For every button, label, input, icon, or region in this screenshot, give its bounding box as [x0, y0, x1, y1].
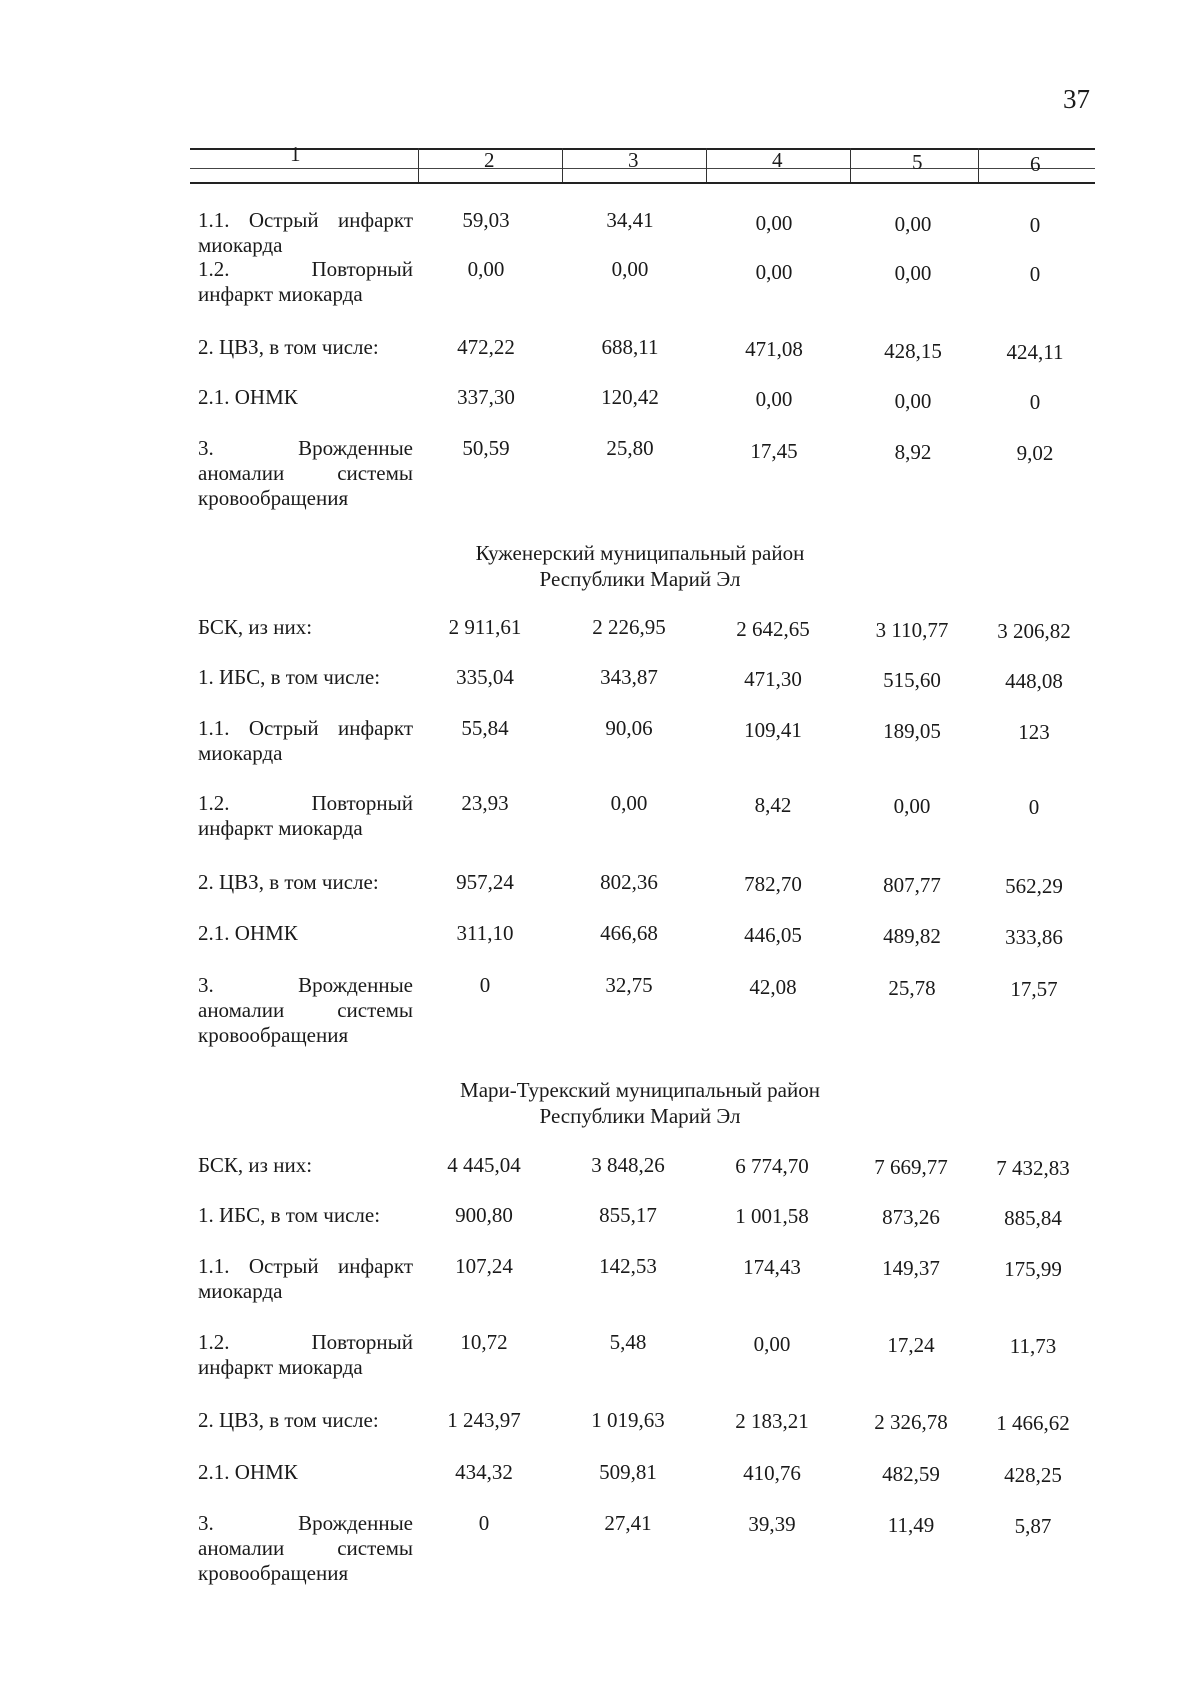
value-col-6: 448,08: [1005, 669, 1063, 693]
column-separator: [850, 148, 851, 182]
value-col-3: 855,17: [599, 1203, 657, 1227]
value-col-5: 489,82: [883, 924, 941, 948]
value-col-4: 6 774,70: [735, 1154, 809, 1178]
value-col-2: 107,24: [455, 1254, 513, 1278]
value-col-5: 428,15: [884, 339, 942, 363]
row-label: 1.2. Повторный инфаркт миокарда: [198, 257, 413, 306]
value-col-3: 0,00: [611, 257, 649, 281]
value-col-6: 11,73: [1009, 1334, 1057, 1358]
section-title: [380, 540, 900, 592]
column-separator: [418, 148, 419, 182]
value-col-6: 9,02: [1016, 441, 1054, 465]
value-col-6: 1 466,62: [996, 1411, 1070, 1435]
value-col-2: 472,22: [457, 335, 515, 359]
value-col-3: 90,06: [605, 716, 653, 740]
value-col-5: 8,92: [894, 440, 932, 464]
row-label: 3. Врожденные аномалии системы кровообращения: [198, 973, 413, 1047]
value-col-4: 471,30: [744, 667, 802, 691]
header-mid-rule: [190, 168, 1095, 169]
row-label: 3. Врожденные аномалии системы кровообращения: [198, 436, 413, 510]
value-col-2: 434,32: [455, 1460, 513, 1484]
value-col-4: 17,45: [750, 439, 798, 463]
row-label: 1.1. Острый инфаркт миокарда: [198, 1254, 413, 1303]
value-col-6: 123: [1018, 720, 1050, 744]
value-col-5: 7 669,77: [874, 1155, 948, 1179]
value-col-6: 333,86: [1005, 925, 1063, 949]
header-bottom-rule: [190, 182, 1095, 184]
row-label: БСК, из них:: [198, 615, 313, 639]
value-col-2: 2 911,61: [448, 615, 522, 639]
value-col-4: 109,41: [744, 718, 802, 742]
row-label: 1.2. Повторный инфаркт миокарда: [198, 1330, 413, 1379]
value-col-4: 8,42: [754, 793, 792, 817]
value-col-5: 482,59: [882, 1462, 940, 1486]
value-col-6: 428,25: [1004, 1463, 1062, 1487]
table-row: [198, 257, 1103, 317]
value-col-3: 0,00: [610, 791, 648, 815]
table-row: [198, 921, 1103, 981]
value-col-3: 25,80: [606, 436, 654, 460]
value-col-3: 3 848,26: [591, 1153, 665, 1177]
value-col-4: 782,70: [744, 872, 802, 896]
value-col-4: 0,00: [755, 260, 793, 284]
section-title: [380, 1077, 900, 1129]
value-col-6: 0: [1029, 213, 1041, 237]
page-number: 37: [1063, 84, 1090, 114]
value-col-2: 335,04: [456, 665, 514, 689]
value-col-3: 5,48: [609, 1330, 647, 1354]
row-label: 1.2. Повторный инфаркт миокарда: [198, 791, 413, 840]
value-col-2: 0,00: [467, 257, 505, 281]
column-header-2: 2: [484, 148, 495, 172]
section-title-line2: Республики Марий Эл: [539, 1104, 741, 1128]
column-header-3: 3: [628, 148, 639, 172]
value-col-2: 10,72: [460, 1330, 508, 1354]
value-col-6: 562,29: [1005, 874, 1063, 898]
value-col-4: 2 183,21: [735, 1409, 809, 1433]
value-col-5: 3 110,77: [875, 618, 949, 642]
value-col-6: 0: [1029, 390, 1041, 414]
value-col-4: 39,39: [748, 1512, 796, 1536]
column-separator: [978, 148, 979, 182]
section-title-line2: Республики Марий Эл: [539, 567, 741, 591]
value-col-6: 17,57: [1010, 977, 1058, 1001]
value-col-2: 0: [479, 973, 491, 997]
value-col-3: 120,42: [601, 385, 659, 409]
table-row: [198, 791, 1103, 851]
table-row: [198, 1408, 1103, 1468]
value-col-4: 0,00: [755, 211, 793, 235]
value-col-2: 23,93: [461, 791, 509, 815]
row-label: 2. ЦВЗ, в том числе:: [198, 870, 379, 894]
column-separator: [562, 148, 563, 182]
value-col-3: 802,36: [600, 870, 658, 894]
value-col-2: 50,59: [462, 436, 510, 460]
value-col-2: 4 445,04: [447, 1153, 521, 1177]
value-col-2: 0: [478, 1511, 490, 1535]
value-col-3: 688,11: [601, 335, 659, 359]
row-label: 2. ЦВЗ, в том числе:: [198, 335, 379, 359]
value-col-4: 174,43: [743, 1255, 801, 1279]
value-col-4: 471,08: [745, 337, 803, 361]
value-col-3: 142,53: [599, 1254, 657, 1278]
value-col-3: 32,75: [605, 973, 653, 997]
row-label: 2.1. ОНМК: [198, 385, 298, 409]
value-col-6: 424,11: [1006, 340, 1064, 364]
value-col-4: 410,76: [743, 1461, 801, 1485]
value-col-6: 0: [1029, 262, 1041, 286]
value-col-2: 55,84: [461, 716, 509, 740]
value-col-2: 1 243,97: [447, 1408, 521, 1432]
table-row: [198, 716, 1103, 776]
column-header-4: 4: [772, 148, 783, 172]
value-col-4: 0,00: [755, 387, 793, 411]
value-col-6: 885,84: [1004, 1206, 1062, 1230]
value-col-5: 0,00: [894, 389, 932, 413]
value-col-5: 0,00: [894, 261, 932, 285]
value-col-3: 1 019,63: [591, 1408, 665, 1432]
value-col-6: 0: [1028, 795, 1040, 819]
column-separator: [706, 148, 707, 182]
row-label: 1. ИБС, в том числе:: [198, 1203, 381, 1227]
value-col-4: 42,08: [749, 975, 797, 999]
value-col-5: 25,78: [888, 976, 936, 1000]
value-col-5: 189,05: [883, 719, 941, 743]
value-col-5: 149,37: [882, 1256, 940, 1280]
column-header-row: [190, 144, 1095, 184]
row-label: БСК, из них:: [198, 1153, 313, 1177]
row-label: 3. Врожденные аномалии системы кровообращения: [198, 1511, 413, 1585]
table-row: [198, 436, 1103, 516]
value-col-5: 0,00: [893, 794, 931, 818]
value-col-3: 466,68: [600, 921, 658, 945]
value-col-3: 343,87: [600, 665, 658, 689]
value-col-2: 311,10: [456, 921, 514, 945]
row-label: 1.1. Острый инфаркт миокарда: [198, 208, 413, 257]
value-col-2: 337,30: [457, 385, 515, 409]
value-col-3: 509,81: [599, 1460, 657, 1484]
column-header-1: 1: [290, 142, 301, 166]
row-label: 2. ЦВЗ, в том числе:: [198, 1408, 379, 1432]
value-col-2: 59,03: [462, 208, 510, 232]
value-col-5: 17,24: [887, 1333, 935, 1357]
row-label: 1. ИБС, в том числе:: [198, 665, 381, 689]
value-col-6: 5,87: [1014, 1514, 1052, 1538]
value-col-5: 515,60: [883, 668, 941, 692]
row-label: 2.1. ОНМК: [198, 1460, 298, 1484]
value-col-5: 0,00: [894, 212, 932, 236]
table-row: [198, 973, 1103, 1053]
table-row: [198, 1330, 1103, 1390]
section-title-line1: Мари-Турекский муниципальный район: [460, 1078, 820, 1102]
column-header-5: 5: [912, 150, 923, 174]
row-label: 1.1. Острый инфаркт миокарда: [198, 716, 413, 765]
value-col-5: 873,26: [882, 1205, 940, 1229]
value-col-3: 2 226,95: [592, 615, 666, 639]
value-col-2: 957,24: [456, 870, 514, 894]
value-col-3: 27,41: [604, 1511, 652, 1535]
row-label: 2.1. ОНМК: [198, 921, 298, 945]
section-title-line1: Куженерский муниципальный район: [475, 541, 805, 565]
value-col-6: 3 206,82: [997, 619, 1071, 643]
value-col-4: 1 001,58: [735, 1204, 809, 1228]
value-col-6: 7 432,83: [996, 1156, 1070, 1180]
value-col-5: 2 326,78: [874, 1410, 948, 1434]
value-col-5: 11,49: [887, 1513, 935, 1537]
column-header-6: 6: [1030, 152, 1041, 176]
header-top-rule: [190, 148, 1095, 150]
table-row: [198, 1511, 1103, 1591]
value-col-4: 446,05: [744, 923, 802, 947]
table-row: [198, 1254, 1103, 1314]
value-col-4: 2 642,65: [736, 617, 810, 641]
value-col-6: 175,99: [1004, 1257, 1062, 1281]
value-col-3: 34,41: [606, 208, 654, 232]
value-col-5: 807,77: [883, 873, 941, 897]
value-col-2: 900,80: [455, 1203, 513, 1227]
value-col-4: 0,00: [753, 1332, 791, 1356]
